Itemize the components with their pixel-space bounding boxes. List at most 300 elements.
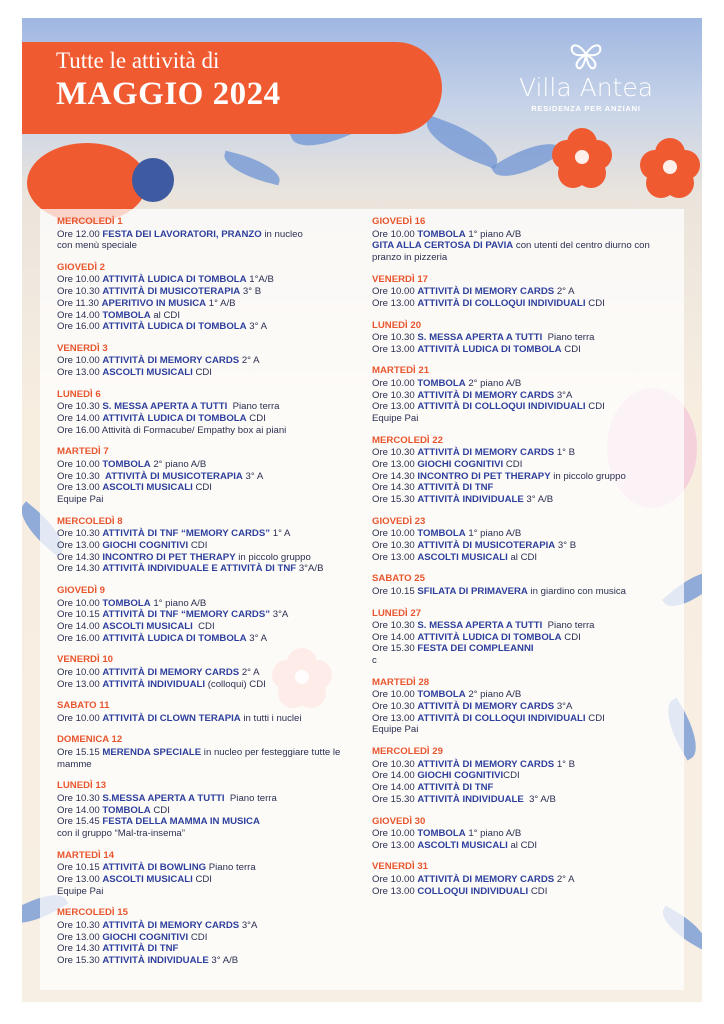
day-block bbox=[57, 516, 377, 575]
activity-text: Ore 10.30 bbox=[372, 539, 418, 551]
activity-line bbox=[57, 679, 377, 691]
activity-line bbox=[57, 229, 377, 241]
activity-name: ATTIVITÀ DI MEMORY CARDS bbox=[417, 286, 555, 298]
activity-line bbox=[57, 321, 377, 333]
activity-text: Ore 14.00 bbox=[57, 309, 103, 321]
day-block bbox=[372, 516, 682, 564]
activity-line bbox=[372, 344, 682, 356]
activity-name: ATTIVITÀ INDIVIDUALE bbox=[417, 494, 524, 506]
activity-name: ATTIVITÀ LUDICA DI TOMBOLA bbox=[102, 274, 247, 286]
activity-text: 3° B bbox=[555, 539, 577, 551]
activity-name: ATTIVITÀ LUDICA DI TOMBOLA bbox=[102, 321, 247, 333]
day-title: DOMENICA 12 bbox=[57, 734, 123, 746]
activity-line bbox=[372, 528, 682, 540]
leaf-decoration bbox=[420, 115, 505, 169]
activity-text: Ore 10.00 bbox=[57, 597, 103, 609]
activity-name: TOMBOLA bbox=[417, 228, 466, 240]
activity-text: Ore 10.30 bbox=[372, 332, 418, 344]
activity-line bbox=[372, 828, 682, 840]
day-block bbox=[372, 320, 682, 356]
activity-text: Ore 14.00 bbox=[372, 782, 418, 794]
activity-name: ATTIVITÀ DI COLLOQUI INDIVIDUALI bbox=[417, 401, 586, 413]
activity-name: FESTA DELLA MAMMA IN MUSICA bbox=[102, 816, 260, 828]
activity-line bbox=[372, 471, 682, 483]
activity-text: Ore 13.00 bbox=[372, 551, 418, 563]
activity-name: ATTIVITÀ DI TNF “MEMORY CARDS” bbox=[102, 528, 271, 540]
activity-text: Ore 10.00 bbox=[57, 274, 103, 286]
logo-name: Villa Antea bbox=[518, 73, 654, 102]
activity-text: 1° piano A/B bbox=[465, 228, 522, 240]
activity-name: ATTIVITÀ DI MUSICOTERAPIA bbox=[417, 539, 556, 551]
activity-text: Ore 10.00 bbox=[372, 228, 418, 240]
activity-text: Piano terra bbox=[227, 401, 280, 413]
activity-name: GIOCHI COGNITIVI bbox=[102, 539, 189, 551]
activity-name: ATTIVITÀ DI MEMORY CARDS bbox=[102, 919, 240, 931]
day-title: LUNEDÌ 6 bbox=[57, 388, 101, 400]
activity-text: in piccolo gruppo bbox=[235, 551, 311, 563]
activity-text: CDI bbox=[585, 712, 605, 724]
activity-text: CDI bbox=[503, 770, 520, 782]
activity-text: Ore 14.30 bbox=[372, 482, 418, 494]
activity-line bbox=[372, 655, 682, 667]
activity-line bbox=[372, 459, 682, 471]
activity-name: ASCOLTI MUSICALI bbox=[417, 551, 508, 563]
activity-text: CDI bbox=[585, 401, 605, 413]
activity-name: ATTIVITÀ DI BOWLING bbox=[102, 862, 207, 874]
activity-name: ATTIVITÀ DI TNF bbox=[417, 782, 494, 794]
activity-text: Ore 10.30 bbox=[372, 389, 418, 401]
activity-name: GIOCHI COGNITIVI bbox=[102, 931, 189, 943]
activity-text: 3°A/B bbox=[296, 563, 324, 575]
activity-name: INCONTRO DI PET THERAPY bbox=[417, 470, 551, 482]
activity-line bbox=[372, 632, 682, 644]
activity-text: Ore 15.15 bbox=[57, 746, 103, 758]
activity-line bbox=[372, 794, 682, 806]
activity-name: ASCOLTI MUSICALI bbox=[102, 482, 193, 494]
activity-line bbox=[57, 528, 377, 540]
logo bbox=[516, 40, 656, 113]
activity-text: mamme bbox=[57, 758, 92, 770]
activity-line bbox=[57, 862, 377, 874]
activity-line bbox=[57, 943, 377, 955]
activity-name: S. MESSA APERTA A TUTTI bbox=[417, 332, 543, 344]
activity-name: ATTIVITÀ DI TNF bbox=[102, 943, 179, 955]
activity-text: 2° A bbox=[239, 666, 260, 678]
activity-name: ATTIVITÀ INDIVIDUALE bbox=[417, 793, 524, 805]
day-title: GIOVEDÌ 9 bbox=[57, 585, 105, 597]
day-title: LUNEDÌ 27 bbox=[372, 607, 422, 619]
day-block bbox=[372, 608, 682, 667]
activity-name: ATTIVITÀ DI COLLOQUI INDIVIDUALI bbox=[417, 297, 586, 309]
activity-text: Piano terra bbox=[542, 332, 595, 344]
activity-line bbox=[372, 643, 682, 655]
activity-text: (colloqui) CDI bbox=[205, 678, 266, 690]
activity-text: 2° piano A/B bbox=[465, 377, 522, 389]
activity-line bbox=[57, 713, 377, 725]
activity-name: ATTIVITÀ DI MEMORY CARDS bbox=[417, 447, 555, 459]
activity-line bbox=[57, 759, 377, 771]
day-title: GIOVEDÌ 16 bbox=[372, 216, 426, 227]
activity-text: Ore 10.30 bbox=[57, 792, 103, 804]
activity-name: ASCOLTI MUSICALI bbox=[102, 367, 193, 379]
activity-text: Ore 16.00 Attività di Formacube/ Empathy box ai piani bbox=[57, 424, 287, 436]
activity-line bbox=[57, 413, 377, 425]
activity-line bbox=[57, 816, 377, 828]
activity-text: Equipe Pai bbox=[372, 724, 419, 736]
day-title: SABATO 11 bbox=[57, 700, 110, 712]
day-block bbox=[372, 435, 682, 506]
activity-line bbox=[57, 240, 377, 252]
activity-line bbox=[372, 332, 682, 344]
schedule-column-left bbox=[57, 216, 377, 977]
activity-name: MERENDA SPECIALE bbox=[102, 746, 202, 758]
activity-line bbox=[57, 667, 377, 679]
ladybug-head-decoration bbox=[132, 158, 174, 202]
activity-line bbox=[57, 793, 377, 805]
activity-line bbox=[372, 701, 682, 713]
day-title: GIOVEDÌ 2 bbox=[57, 261, 105, 273]
activity-name: GIOCHI COGNITIVI bbox=[417, 458, 504, 470]
activity-text: Ore 15.30 bbox=[372, 643, 418, 655]
activity-text: CDI bbox=[192, 367, 212, 379]
activity-line bbox=[57, 609, 377, 621]
activity-text: Ore 13.00 bbox=[372, 839, 418, 851]
activity-text: Ore 10.30 bbox=[57, 919, 103, 931]
activity-text: Ore 10.30 bbox=[372, 620, 418, 632]
activity-text: 2° piano A/B bbox=[465, 689, 522, 701]
activity-name: ASCOLTI MUSICALI bbox=[102, 873, 193, 885]
activity-line bbox=[57, 274, 377, 286]
activity-text: Ore 10.30 bbox=[57, 286, 103, 298]
activity-name: S. MESSA APERTA A TUTTI bbox=[417, 620, 543, 632]
activity-text: Ore 13.00 bbox=[57, 873, 103, 885]
activity-line bbox=[372, 286, 682, 298]
activity-text: Ore 13.00 bbox=[57, 367, 103, 379]
activity-line bbox=[57, 747, 377, 759]
activity-text: Ore 14.30 bbox=[372, 470, 418, 482]
activity-name: ATTIVITÀ DI MEMORY CARDS bbox=[417, 701, 555, 713]
activity-text: Ore 13.00 bbox=[57, 678, 103, 690]
activity-text: 3° A bbox=[246, 632, 267, 644]
day-block bbox=[372, 677, 682, 736]
activity-name: ATTIVITÀ DI MEMORY CARDS bbox=[417, 758, 555, 770]
activity-text: Ore 13.00 bbox=[57, 539, 103, 551]
activity-text: in tutti i nuclei bbox=[240, 712, 302, 724]
day-title: VENERDÌ 17 bbox=[372, 273, 428, 285]
activity-name: S.MESSA APERTA A TUTTI bbox=[102, 792, 225, 804]
activity-text: con utenti del centro diurno con bbox=[513, 240, 650, 252]
activity-line bbox=[57, 920, 377, 932]
activity-name: ATTIVITÀ DI TNF bbox=[417, 482, 494, 494]
day-block bbox=[57, 446, 377, 505]
activity-name: ATTIVITÀ DI MEMORY CARDS bbox=[417, 389, 555, 401]
day-title: MERCOLEDÌ 15 bbox=[57, 907, 128, 919]
day-title: LUNEDÌ 13 bbox=[57, 780, 107, 792]
day-title: MERCOLEDÌ 22 bbox=[372, 434, 443, 446]
activity-line bbox=[57, 355, 377, 367]
activity-line bbox=[372, 240, 682, 252]
activity-text: CDI bbox=[192, 482, 212, 494]
activity-text: con il gruppo “Mal-tra-insema” bbox=[57, 828, 185, 839]
day-block bbox=[372, 573, 682, 597]
activity-name: ATTIVITÀ LUDICA DI TOMBOLA bbox=[102, 413, 247, 425]
activity-name: TOMBOLA bbox=[417, 689, 466, 701]
activity-text: Ore 13.00 bbox=[372, 297, 418, 309]
activity-name: ATTIVITÀ INDIVIDUALI bbox=[102, 678, 206, 690]
activity-text: Ore 13.00 bbox=[57, 482, 103, 494]
activity-text: 3°A bbox=[270, 609, 289, 621]
activity-line bbox=[372, 298, 682, 310]
page-title: MAGGIO 2024 bbox=[56, 76, 281, 112]
activity-line bbox=[372, 413, 682, 425]
activity-line bbox=[57, 552, 377, 564]
day-title: VENERDÌ 3 bbox=[57, 342, 108, 354]
activity-text: 1° B bbox=[554, 447, 576, 459]
activity-name: ATTIVITÀ DI MEMORY CARDS bbox=[102, 355, 240, 367]
activity-line bbox=[372, 689, 682, 701]
day-block bbox=[372, 365, 682, 424]
activity-name: GIOCHI COGNITIVI bbox=[417, 770, 504, 782]
activity-line bbox=[372, 874, 682, 886]
activity-text: Ore 14.30 bbox=[57, 551, 103, 563]
activity-name: INCONTRO DI PET THERAPY bbox=[102, 551, 236, 563]
activity-text: Ore 10.30 bbox=[372, 758, 418, 770]
day-title: MERCOLEDÌ 1 bbox=[57, 216, 123, 227]
activity-name: TOMBOLA bbox=[102, 458, 151, 470]
activity-name: ATTIVITÀ INDIVIDUALE bbox=[102, 954, 209, 966]
activity-line bbox=[57, 286, 377, 298]
activity-text: 3° B bbox=[240, 286, 262, 298]
activity-line bbox=[57, 540, 377, 552]
activity-text: 3° A/B bbox=[523, 494, 554, 506]
activity-text: in piccolo gruppo bbox=[550, 470, 626, 482]
activity-text: Ore 13.00 bbox=[372, 458, 418, 470]
activity-line bbox=[372, 540, 682, 552]
activity-line bbox=[57, 621, 377, 633]
activity-text: CDI bbox=[192, 620, 215, 632]
activity-text: Ore 10.30 bbox=[57, 528, 103, 540]
activity-text: CDI bbox=[192, 873, 212, 885]
activity-text: Ore 13.00 bbox=[372, 401, 418, 413]
schedule-panel bbox=[40, 209, 684, 990]
activity-name: ATTIVITÀ LUDICA DI TOMBOLA bbox=[102, 632, 247, 644]
activity-text: Ore 10.00 bbox=[372, 286, 418, 298]
activity-name: ATTIVITÀ DI MUSICOTERAPIA bbox=[105, 470, 243, 482]
activity-name: ATTIVITÀ LUDICA DI TOMBOLA bbox=[417, 343, 562, 355]
activity-name: APERITIVO IN MUSICA bbox=[101, 297, 207, 309]
activity-text: 1° piano A/B bbox=[465, 528, 522, 540]
activity-name: TOMBOLA bbox=[102, 597, 151, 609]
activity-text: Ore 14.00 bbox=[372, 770, 418, 782]
activity-line bbox=[57, 874, 377, 886]
day-title: VENERDÌ 10 bbox=[57, 654, 113, 666]
day-block bbox=[57, 780, 377, 839]
activity-line bbox=[57, 471, 377, 483]
activity-text: CDI bbox=[528, 885, 548, 897]
activity-line bbox=[372, 390, 682, 402]
day-title: MARTEDÌ 14 bbox=[57, 849, 115, 861]
activity-line bbox=[372, 586, 682, 598]
activity-text: pranzo in pizzeria bbox=[372, 251, 448, 263]
day-block bbox=[57, 343, 377, 379]
activity-text: Ore 10.30 bbox=[372, 701, 418, 713]
activity-text: Ore 14.30 bbox=[57, 563, 103, 575]
activity-text: Ore 11.30 bbox=[57, 297, 102, 309]
day-title: MERCOLEDÌ 29 bbox=[372, 746, 443, 758]
activity-name: TOMBOLA bbox=[417, 828, 466, 839]
activity-text: 1° piano A/B bbox=[150, 597, 207, 609]
activity-name: ATTIVITÀ DI COLLOQUI INDIVIDUALI bbox=[417, 712, 586, 724]
activity-line bbox=[57, 828, 377, 840]
day-title: LUNEDÌ 20 bbox=[372, 319, 422, 331]
logo-subtitle: RESIDENZA PER ANZIANI bbox=[531, 104, 641, 113]
day-block bbox=[372, 216, 682, 264]
activity-name: COLLOQUI INDIVIDUALI bbox=[417, 885, 529, 897]
activity-line bbox=[57, 886, 377, 898]
activity-text: Ore 10.15 bbox=[372, 585, 418, 597]
day-title: MARTEDÌ 28 bbox=[372, 676, 430, 688]
day-title: SABATO 25 bbox=[372, 573, 425, 585]
day-block bbox=[372, 274, 682, 310]
activity-text: Ore 16.00 bbox=[57, 321, 103, 333]
activity-line bbox=[372, 770, 682, 782]
day-block bbox=[57, 700, 377, 724]
activity-name: ATTIVITÀ DI CLOWN TERAPIA bbox=[102, 712, 241, 724]
activity-text: Ore 10.15 bbox=[57, 609, 103, 621]
activity-text: 3°A bbox=[239, 919, 258, 931]
activity-text: in nucleo per festeggiare tutte le bbox=[201, 746, 341, 758]
activity-text: Ore 10.30 bbox=[57, 401, 103, 413]
activity-text: CDI bbox=[585, 297, 605, 309]
activity-text: CDI bbox=[503, 458, 523, 470]
activity-name: TOMBOLA bbox=[102, 309, 151, 321]
activity-text: Ore 12.00 bbox=[57, 228, 103, 240]
activity-text: Piano terra bbox=[206, 862, 256, 874]
activity-line bbox=[372, 724, 682, 736]
activity-text: Ore 10.00 bbox=[57, 355, 103, 367]
day-title: VENERDÌ 31 bbox=[372, 861, 428, 873]
activity-name: TOMBOLA bbox=[102, 804, 151, 816]
activity-text: Ore 10.00 bbox=[57, 666, 103, 678]
day-title: MERCOLEDÌ 8 bbox=[57, 515, 123, 527]
activity-name: ATTIVITÀ LUDICA DI TOMBOLA bbox=[417, 631, 562, 643]
activity-line bbox=[372, 782, 682, 794]
activity-text: Equipe Pai bbox=[372, 413, 419, 425]
activity-text: Ore 13.00 bbox=[57, 931, 103, 943]
day-title: MARTEDÌ 7 bbox=[57, 446, 109, 458]
activity-text: Ore 16.00 bbox=[57, 632, 103, 644]
day-block bbox=[57, 262, 377, 333]
activity-line bbox=[372, 552, 682, 564]
activity-name: ATTIVITÀ DI MUSICOTERAPIA bbox=[102, 286, 241, 298]
activity-text: c bbox=[372, 655, 377, 667]
activity-text: 1° B bbox=[554, 758, 576, 770]
activity-line bbox=[372, 229, 682, 241]
activity-line bbox=[57, 459, 377, 471]
activity-text: CDI bbox=[246, 413, 266, 425]
activity-line bbox=[57, 482, 377, 494]
day-title: GIOVEDÌ 30 bbox=[372, 815, 426, 827]
activity-text: 3° A bbox=[246, 321, 267, 333]
activity-name: FESTA DEI COMPLEANNI bbox=[417, 643, 534, 655]
activity-text: CDI bbox=[561, 631, 581, 643]
activity-line bbox=[57, 298, 377, 310]
activity-text: CDI bbox=[561, 343, 581, 355]
activity-text: 3°A bbox=[554, 701, 573, 713]
activity-name: TOMBOLA bbox=[417, 528, 466, 540]
activity-line bbox=[372, 759, 682, 771]
activity-text: CDI bbox=[188, 931, 208, 943]
activity-text: Ore 10.30 bbox=[57, 470, 105, 482]
activity-text: Ore 10.30 bbox=[372, 447, 418, 459]
activity-name: SFILATA DI PRIMAVERA bbox=[417, 585, 528, 597]
day-block bbox=[57, 654, 377, 690]
day-block bbox=[372, 861, 682, 897]
activity-text: Ore 10.00 bbox=[372, 528, 418, 540]
activity-name: TOMBOLA bbox=[417, 377, 466, 389]
day-block bbox=[57, 850, 377, 898]
activity-name: S. MESSA APERTA A TUTTI bbox=[102, 401, 228, 413]
activity-text: Ore 10.00 bbox=[57, 712, 103, 724]
activity-name: ASCOLTI MUSICALI bbox=[417, 839, 508, 851]
activity-line bbox=[372, 401, 682, 413]
activity-text: 3° A bbox=[242, 470, 264, 482]
activity-line bbox=[57, 563, 377, 575]
activity-line bbox=[57, 494, 377, 506]
activity-line bbox=[57, 425, 377, 437]
activity-text: Piano terra bbox=[224, 792, 277, 804]
activity-line bbox=[57, 955, 377, 967]
activity-line bbox=[57, 932, 377, 944]
day-title: GIOVEDÌ 23 bbox=[372, 515, 426, 527]
activity-text: 2° piano A/B bbox=[150, 458, 207, 470]
day-block bbox=[57, 585, 377, 644]
activity-text: in giardino con musica bbox=[527, 585, 626, 597]
activity-text: Ore 14.00 bbox=[57, 620, 103, 632]
day-block bbox=[57, 734, 377, 770]
activity-line bbox=[372, 482, 682, 494]
activity-text: in nucleo bbox=[261, 228, 303, 240]
activity-text: Ore 15.45 bbox=[57, 816, 103, 828]
activity-text: al CDI bbox=[507, 839, 538, 851]
activity-line bbox=[57, 805, 377, 817]
activity-text: Ore 10.00 bbox=[57, 458, 103, 470]
activity-text: Ore 13.00 bbox=[372, 885, 418, 897]
activity-text: Equipe Pai bbox=[57, 494, 104, 506]
activity-text: al CDI bbox=[150, 309, 180, 321]
flower-decoration bbox=[552, 128, 612, 188]
activity-text: 3°A bbox=[554, 389, 573, 401]
activity-text: Ore 14.00 bbox=[57, 413, 103, 425]
activity-text: Equipe Pai bbox=[57, 885, 104, 897]
activity-text: Ore 10.00 bbox=[372, 828, 418, 839]
activity-text: al CDI bbox=[507, 551, 538, 563]
butterfly-logo-icon bbox=[568, 40, 604, 72]
activity-text: 1° A/B bbox=[206, 297, 236, 309]
activity-text: con menù speciale bbox=[57, 240, 137, 252]
activity-line bbox=[57, 633, 377, 645]
activity-text: Ore 10.00 bbox=[372, 689, 418, 701]
flower-decoration bbox=[640, 138, 700, 198]
activity-text: Ore 10.00 bbox=[372, 873, 418, 885]
activity-text: 2° A bbox=[239, 355, 260, 367]
activity-line bbox=[372, 252, 682, 264]
activity-name: GITA ALLA CERTOSA DI PAVIA bbox=[372, 240, 514, 252]
activity-text: Ore 14.30 bbox=[57, 943, 103, 955]
activity-line bbox=[372, 620, 682, 632]
activity-text: Ore 15.30 bbox=[57, 954, 103, 966]
activity-line bbox=[372, 494, 682, 506]
